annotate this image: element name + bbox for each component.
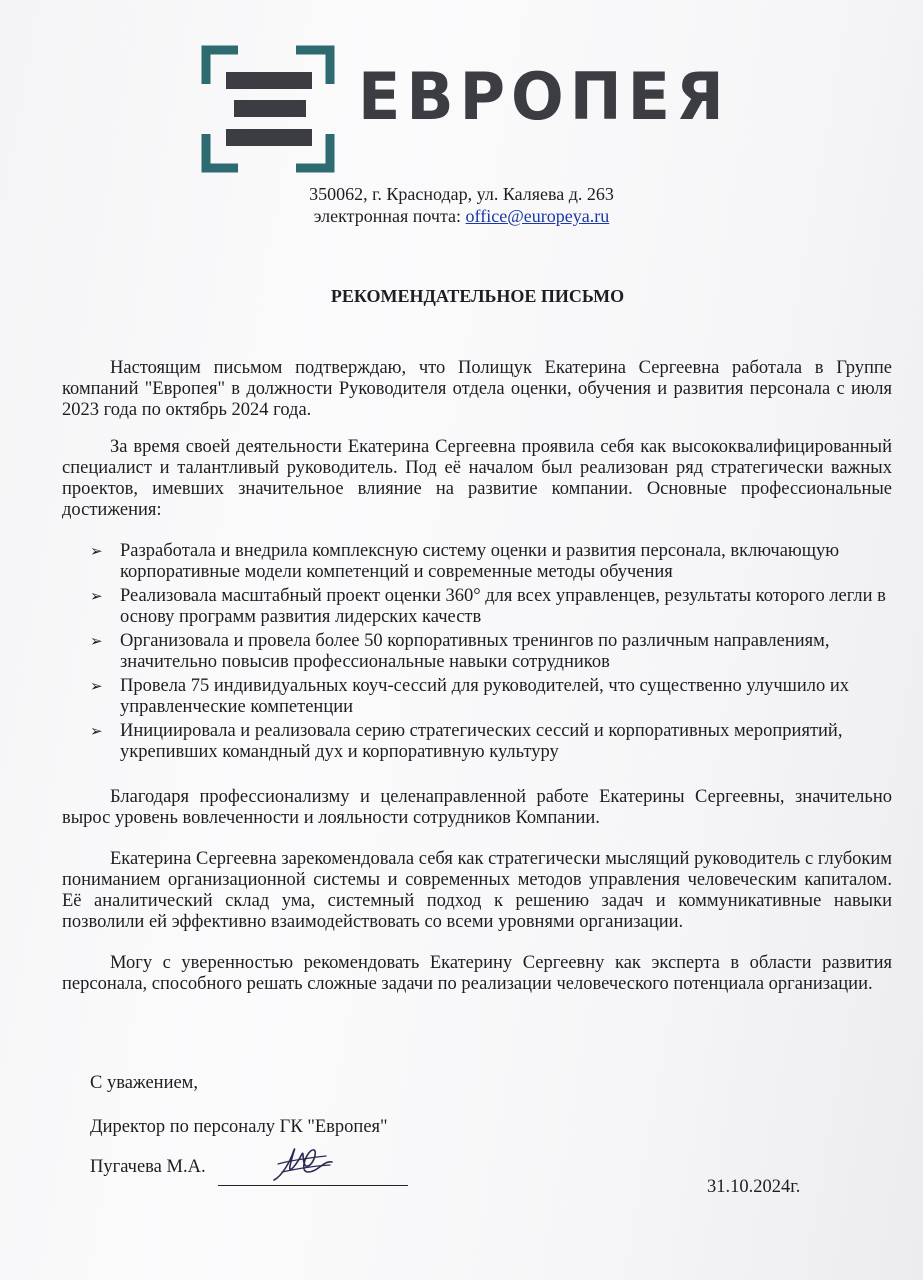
list-item: ➢ Инициировала и реализовала серию стратегических сессий и корпоративных мероприятий, укрепивших командный дух и корпоративную культуру bbox=[90, 721, 843, 762]
arrow-bullet-icon: ➢ bbox=[90, 722, 103, 740]
signer-name: Пугачева М.А. bbox=[90, 1157, 206, 1177]
brand-wordmark: ЕВРОПЕЯ bbox=[358, 58, 730, 135]
handwritten-signature bbox=[268, 1142, 338, 1191]
logo-bracket-icon bbox=[200, 44, 340, 174]
arrow-bullet-icon: ➢ bbox=[90, 632, 103, 650]
company-logo bbox=[200, 44, 765, 174]
list-item: ➢ Реализовала масштабный проект оценки 360° для всех управленцев, результаты которого легли в основу программ развития лидерских качеств bbox=[90, 586, 886, 627]
arrow-bullet-icon: ➢ bbox=[90, 587, 103, 605]
closing-regards: С уважением, bbox=[90, 1073, 199, 1093]
list-item: ➢ Организовала и провела более 50 корпоративных тренингов по различным направлениям, значительно повысив профессиональные навыки сотрудников bbox=[90, 631, 830, 672]
arrow-bullet-icon: ➢ bbox=[90, 542, 103, 560]
email-link[interactable]: office@europeya.ru bbox=[465, 206, 610, 226]
paragraph-strategic: Екатерина Сергеевна зарекомендовала себя как стратегически мыслящий руководитель с глубоким пониманием организационной системы и современных методов управления человеческим капиталом. Её аналитический склад ума, системный подход к решению задач и коммуникативные навыки позволили ей эффективно взаимодействовать со всеми уровнями организации. bbox=[62, 849, 892, 932]
letter-date: 31.10.2024г. bbox=[707, 1177, 801, 1197]
list-item: ➢ Провела 75 индивидуальных коуч-сессий для руководителей, что существенно улучшило их управленческие компетенции bbox=[90, 676, 850, 717]
paragraph-employment: Настоящим письмом подтверждаю, что Полищук Екатерина Сергеевна работала в Группе компаний "Европея" в должности Руководителя отдела оценки, обучения и развития персонала с июля 2023 года по октябрь 2024 года. bbox=[62, 358, 892, 420]
email-line bbox=[0, 205, 923, 227]
paragraph-activity: За время своей деятельности Екатерина Сергеевна проявила себя как высококвалифицированный специалист и талантливый руководитель. Под её началом был реализован ряд стратегически важных проектов, имевших значительное влияние на развитие компании. Основные профессиональные достижения: bbox=[62, 437, 892, 520]
email-label: электронная почта: bbox=[313, 206, 462, 226]
paragraph-engagement: Благодаря профессионализму и целенаправленной работе Екатерины Сергеевны, значительно вырос уровень вовлеченности и лояльности сотрудников Компании. bbox=[62, 787, 892, 828]
paragraph-recommendation: Могу с уверенностью рекомендовать Екатерину Сергеевну как эксперта в области развития персонала, способного решать сложные задачи по реализации человеческого потенциала организации. bbox=[62, 953, 892, 994]
arrow-bullet-icon: ➢ bbox=[90, 677, 103, 695]
letter-title: РЕКОМЕНДАТЕЛЬНОЕ ПИСЬМО bbox=[330, 286, 625, 306]
achievements-list bbox=[90, 541, 895, 766]
list-item: ➢ Разработала и внедрила комплексную систему оценки и развития персонала, включающую корпоративные модели компетенций и современные методы обучения bbox=[90, 541, 840, 582]
signer-position: Директор по персоналу ГК "Европея" bbox=[90, 1117, 388, 1137]
company-address-block bbox=[0, 183, 923, 227]
address-line: 350062, г. Краснодар, ул. Каляева д. 263 bbox=[309, 184, 614, 204]
signature-line bbox=[218, 1185, 408, 1186]
